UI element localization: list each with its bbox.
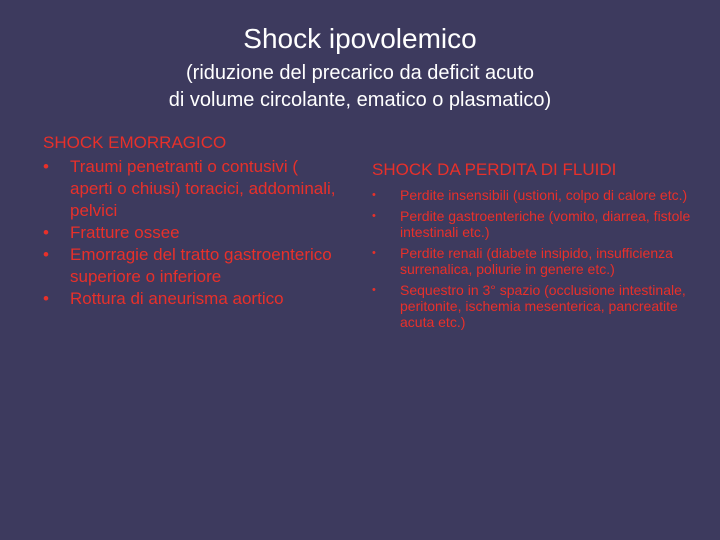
bullet-icon: •	[372, 284, 376, 296]
bullet-icon: •	[372, 210, 376, 222]
bullet-icon: •	[43, 245, 49, 264]
subtitle-line-2: di volume circolante, ematico o plasmatico)	[168, 89, 552, 111]
list-item	[372, 187, 692, 203]
list-item-text: Perdite insensibili (ustioni, colpo di calore etc.)	[400, 187, 688, 203]
list-item	[43, 244, 343, 288]
bullet-icon: •	[372, 247, 376, 259]
list-item	[372, 282, 692, 330]
list-item-text: Sequestro in 3° spazio (occlusione intestinale, peritonite, ischemia mesenterica, pancreatite acuta etc.)	[400, 282, 686, 330]
list-item-text: Emorragie del tratto gastroenterico superiore o inferiore	[70, 245, 332, 286]
list-item-text: Rottura di aneurisma aortico	[70, 289, 284, 308]
fluid-loss-shock-list	[372, 187, 692, 330]
list-item	[43, 288, 343, 310]
fluid-loss-shock-heading: SHOCK DA PERDITA DI FLUIDI	[372, 160, 617, 179]
bullet-icon: •	[43, 289, 49, 308]
subtitle-line-1: (riduzione del precarico da deficit acuto	[186, 62, 534, 84]
bullet-icon: •	[372, 189, 376, 201]
list-item	[372, 245, 692, 277]
fluid-loss-shock-column	[372, 159, 692, 335]
bullet-icon: •	[43, 223, 49, 242]
list-item-text: Traumi penetranti o contusivi ( aperti o chiusi) toracici, addominali, pelvici	[70, 157, 336, 220]
hemorrhagic-shock-list	[43, 156, 343, 310]
list-item-text: Fratture ossee	[70, 223, 180, 242]
slide-title: Shock ipovolemico	[243, 23, 477, 54]
bullet-icon: •	[43, 157, 49, 176]
list-item-text: Perdite gastroenteriche (vomito, diarrea, fistole intestinali etc.)	[400, 208, 691, 240]
list-item	[372, 208, 692, 240]
hemorrhagic-shock-column	[43, 132, 343, 310]
slide-subtitle	[60, 60, 660, 114]
list-item-text: Perdite renali (diabete insipido, insufficienza surrenalica, poliurie in genere etc.)	[400, 245, 673, 277]
list-item	[43, 156, 343, 222]
hemorrhagic-shock-heading: SHOCK EMORRAGICO	[43, 133, 227, 152]
list-item	[43, 222, 343, 244]
